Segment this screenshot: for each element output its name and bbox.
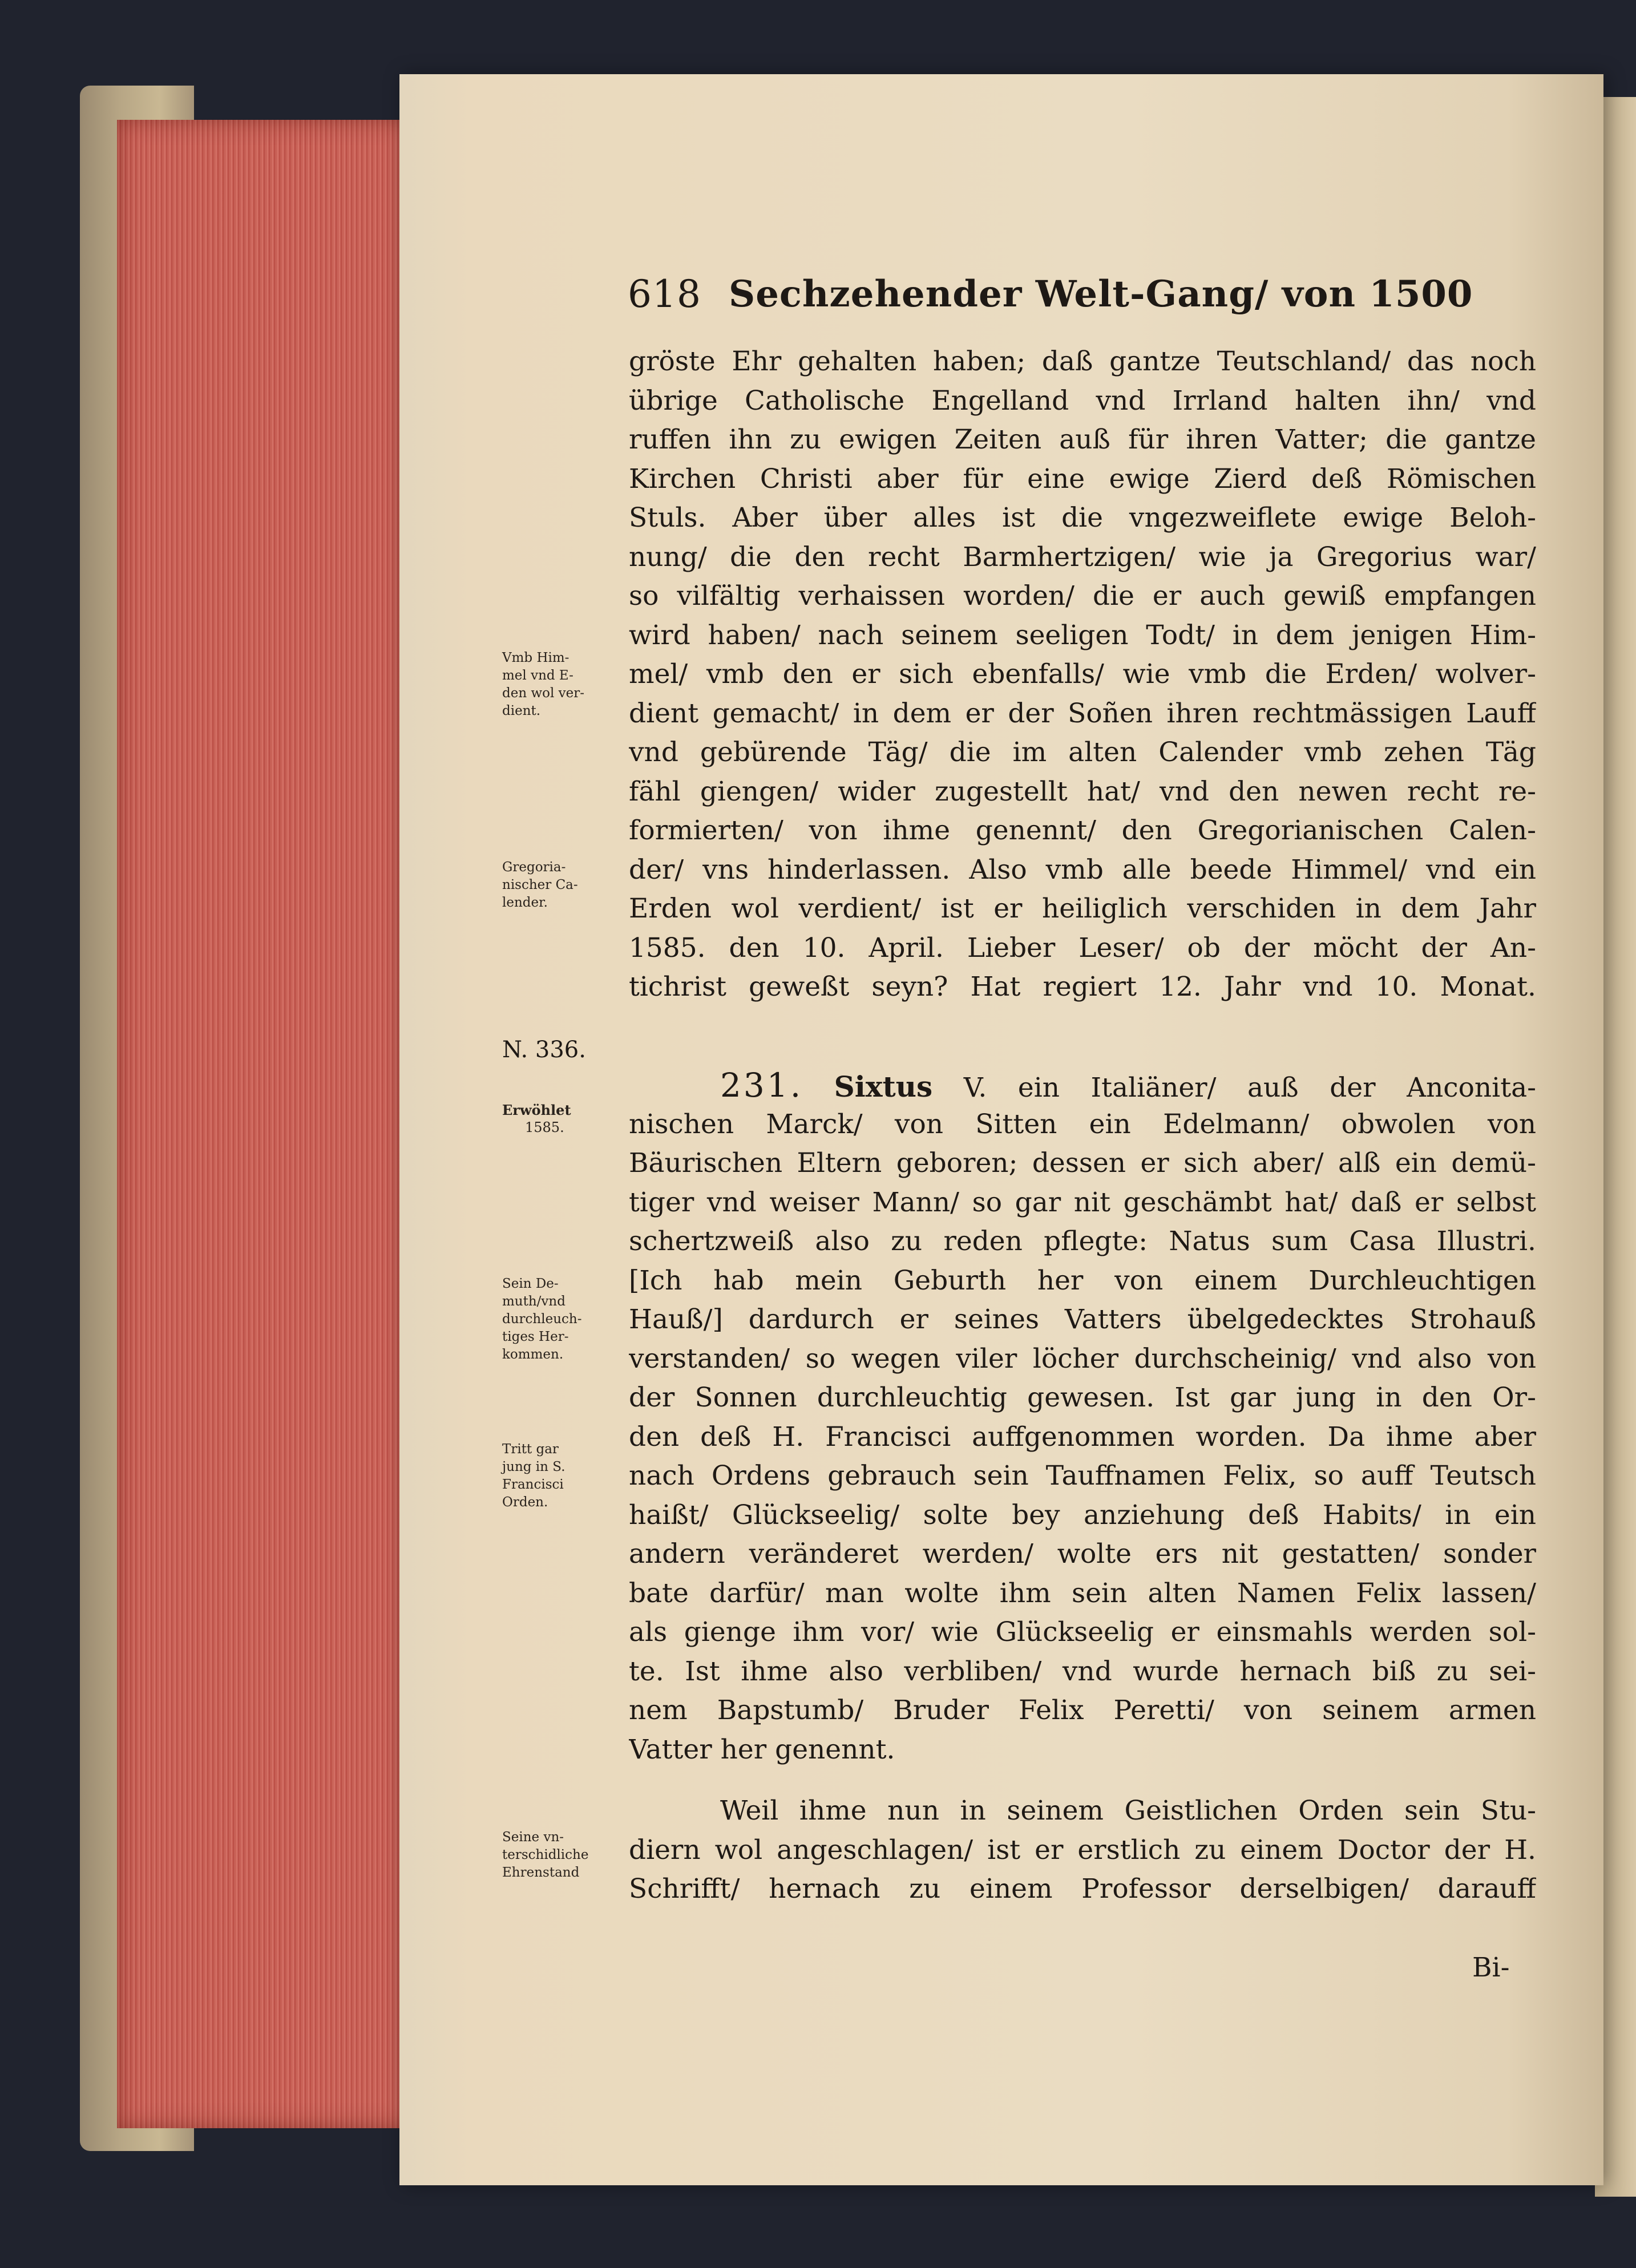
marginal-note-calender — [502, 859, 616, 912]
text-line: formierten/ von ihme genennt/ den Gregorianischen Calen- — [629, 815, 1536, 846]
text-line: wird haben/ nach seinem seeligen Todt/ in dem jenigen Him- — [629, 619, 1536, 651]
text-line: nach Ordens gebrauch sein Tauffnamen Felix, so auff Teutsch — [629, 1460, 1536, 1491]
text-line: übrige Catholische Engelland vnd Irrland halten ihn/ vnd — [629, 385, 1536, 417]
marginal-line: Francisci — [502, 1477, 564, 1492]
text-line: tichrist geweßt seyn? Hat regiert 12. Jahr vnd 10. Monat. — [629, 971, 1536, 1002]
marginal-line: Tritt gar — [502, 1442, 559, 1457]
heading-rest: V. ein Italiäner/ auß der Anconita- — [932, 1072, 1536, 1103]
marginal-line: Sein De- — [502, 1276, 559, 1291]
text-line: Stuls. Aber über alles ist die vngezweiflete ewige Beloh- — [629, 502, 1536, 533]
text-line: Schrifft/ hernach zu einem Professor derselbigen/ darauff — [629, 1873, 1536, 1905]
text-line: [Ich hab mein Geburth her von einem Durchleuchtigen — [629, 1264, 1536, 1296]
paragraph-studies — [629, 1792, 1536, 1909]
text-line: 1585. den 10. April. Lieber Leser/ ob der möcht der An- — [629, 932, 1536, 964]
entry-number: 231. — [720, 1066, 803, 1105]
pope-name: Sixtus — [834, 1070, 933, 1103]
text-line: vnd gebürende Täg/ die im alten Calender vmb zehen Täg — [629, 737, 1536, 768]
text-line: bate darfür/ man wolte ihm sein alten Namen Felix lassen/ — [629, 1577, 1536, 1609]
text-line: diern wol angeschlagen/ ist er erstlich zu einem Doctor der H. — [629, 1834, 1536, 1866]
marginal-line: kommen. — [502, 1347, 564, 1362]
running-title: Sechzehender Welt-Gang/ von 1500 — [728, 272, 1473, 316]
marginal-note-demuth — [502, 1275, 616, 1364]
marginal-line: Orden. — [502, 1495, 548, 1510]
marginal-note-himmel — [502, 649, 616, 720]
text-line: der/ vns hinderlassen. Also vmb alle beede Himmel/ vnd ein — [629, 854, 1536, 886]
text-line: nischen Marck/ von Sitten ein Edelmann/ obwolen von — [629, 1108, 1536, 1140]
text-line: der Sonnen durchleuchtig gewesen. Ist gar jung in den Or- — [629, 1382, 1536, 1413]
marginal-line: Gregoria- — [502, 860, 566, 875]
marginal-line: jung in S. — [502, 1460, 565, 1474]
marginal-line: nischer Ca- — [502, 878, 578, 892]
marginal-note-erwoehlet — [502, 1101, 616, 1137]
marginal-line: mel vnd E- — [502, 668, 573, 683]
text-line: te. Ist ihme also verbliben/ vnd wurde hernach biß zu sei- — [629, 1655, 1536, 1687]
text-line: Vatter her genennt. — [629, 1733, 895, 1765]
text-line: schertzweiß also zu reden pflegte: Natus sum Casa Illustri. — [629, 1226, 1536, 1257]
marginal-line: Vmb Him- — [502, 650, 569, 665]
marginal-line: terschidliche — [502, 1847, 589, 1862]
marginal-line: dient. — [502, 704, 541, 718]
marginal-line: lender. — [502, 895, 548, 910]
text-line: nung/ die den recht Barmhertzigen/ wie ja Gregorius war/ — [629, 541, 1536, 573]
text-line: Hauß/] dardurch er seines Vatters übelgedecktes Strohauß — [629, 1304, 1536, 1335]
text-line: nem Bapstumb/ Bruder Felix Peretti/ von seinem armen — [629, 1695, 1536, 1726]
marginal-line: tiges Her- — [502, 1329, 569, 1344]
text-line: haißt/ Glückseelig/ solte bey anziehung deß Habits/ in ein — [629, 1499, 1536, 1531]
text-line: Erden wol verdient/ ist er heiliglich verschiden in dem Jahr — [629, 893, 1536, 924]
marginal-line: den wol ver- — [502, 686, 585, 701]
text-line: als gienge ihm vor/ wie Glückseelig er einsmahls werden sol- — [629, 1616, 1536, 1648]
text-line-heading — [629, 1066, 1536, 1105]
marginal-line: Seine vn- — [502, 1830, 564, 1845]
page-number: 618 — [628, 272, 701, 316]
text-line: ruffen ihn zu ewigen Zeiten auß für ihren Vatter; die gantze — [629, 424, 1536, 455]
text-line: fähl giengen/ wider zugestellt hat/ vnd den newen recht re- — [629, 775, 1536, 807]
text-line: Bäurischen Eltern geboren; dessen er sich aber/ alß ein demü- — [629, 1147, 1536, 1179]
text-line: gröste Ehr gehalten haben; daß gantze Teutschland/ das noch — [629, 346, 1536, 377]
marginal-note-ehren — [502, 1829, 616, 1882]
marginal-note-orden — [502, 1441, 616, 1511]
text-line: Weil ihme nun in seinem Geistlichen Orden sein Stu- — [720, 1795, 1536, 1826]
paragraph-gregorius — [629, 342, 1536, 1007]
text-line: den deß H. Francisci auffgenommen worden. Da ihme aber — [629, 1421, 1536, 1453]
text-line: Kirchen Christi aber für eine ewige Zierd deß Römischen — [629, 463, 1536, 495]
text-line: dient gemacht/ in dem er der Soñen ihren rechtmässigen Lauff — [629, 697, 1536, 729]
paragraph-sixtus — [629, 1066, 1536, 1769]
running-head — [628, 268, 1518, 320]
marginal-number: N. 336. — [502, 1037, 586, 1063]
catchword: Bi- — [1472, 1952, 1510, 1983]
marginal-line: 1585. — [525, 1119, 564, 1135]
marginal-line: Ehrenstand — [502, 1865, 580, 1880]
marginal-line: muth/vnd — [502, 1294, 565, 1309]
marginal-line: Erwöhlet — [502, 1102, 571, 1118]
text-line: mel/ vmb den er sich ebenfalls/ wie vmb die Erden/ wolver- — [629, 658, 1536, 690]
text-line: so vilfältig verhaissen worden/ die er auch gewiß empfangen — [629, 580, 1536, 612]
text-line: verstanden/ so wegen viler löcher durchscheinig/ vnd also von — [629, 1343, 1536, 1374]
marginal-line: durchleuch- — [502, 1312, 582, 1327]
text-line: andern veränderet werden/ wolte ers nit gestatten/ sonder — [629, 1538, 1536, 1570]
text-line: tiger vnd weiser Mann/ so gar nit geschämbt hat/ daß er selbst — [629, 1186, 1536, 1218]
